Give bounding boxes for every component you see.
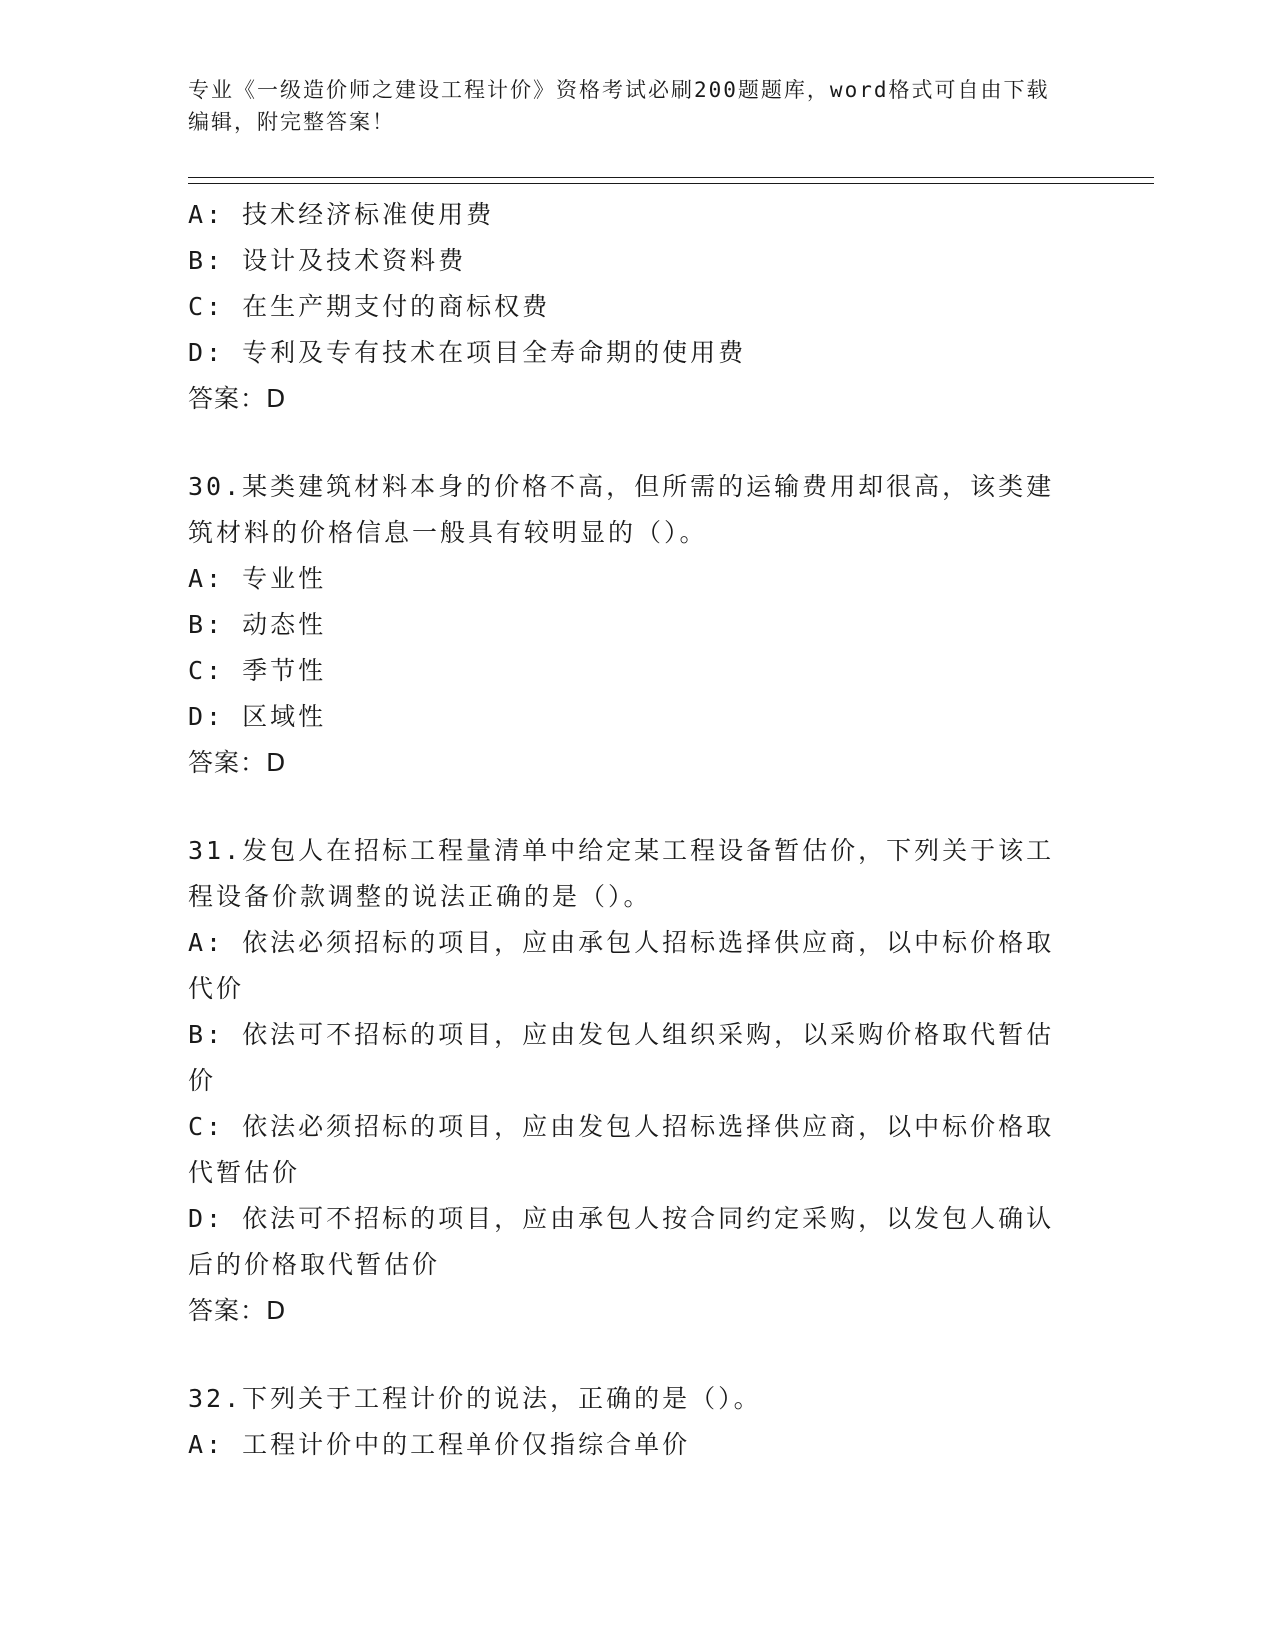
question-32 — [188, 1376, 1068, 1468]
header-divider-top — [188, 177, 1154, 178]
option-c: C: 季节性 — [188, 656, 327, 685]
option-b: B: 设计及技术资料费 — [188, 246, 467, 275]
option-a: A: 技术经济标准使用费 — [188, 200, 495, 229]
option-b: B: 动态性 — [188, 610, 327, 639]
option-a: A: 工程计价中的工程单价仅指综合单价 — [188, 1430, 691, 1459]
answer-line: 答案：D — [188, 384, 287, 413]
option-a: A: 依法必须招标的项目，应由承包人招标选择供应商，以中标价格取代价 — [188, 928, 1055, 1003]
question-29-options — [188, 192, 1068, 422]
answer-line: 答案：D — [188, 1296, 287, 1325]
question-list — [188, 192, 1068, 1468]
question-30 — [188, 464, 1068, 786]
option-d: D: 区域性 — [188, 702, 327, 731]
document-header: 专业《一级造价师之建设工程计价》资格考试必刷200题题库，word格式可自由下载编辑，附完整答案！ — [188, 78, 1050, 134]
question-stem: 31.发包人在招标工程量清单中给定某工程设备暂估价，下列关于该工程设备价款调整的说法正确的是（）。 — [188, 836, 1055, 911]
header-divider-bottom — [188, 183, 1154, 184]
question-stem: 30.某类建筑材料本身的价格不高，但所需的运输费用却很高，该类建筑材料的价格信息一般具有较明显的（）。 — [188, 472, 1055, 547]
question-stem: 32.下列关于工程计价的说法，正确的是（）。 — [188, 1384, 762, 1413]
answer-line: 答案：D — [188, 748, 287, 777]
option-c: C: 依法必须招标的项目，应由发包人招标选择供应商，以中标价格取代暂估价 — [188, 1112, 1055, 1187]
option-d: D: 依法可不招标的项目，应由承包人按合同约定采购，以发包人确认后的价格取代暂估价 — [188, 1204, 1055, 1279]
question-31 — [188, 828, 1068, 1334]
option-a: A: 专业性 — [188, 564, 327, 593]
option-b: B: 依法可不招标的项目，应由发包人组织采购，以采购价格取代暂估价 — [188, 1020, 1055, 1095]
option-c: C: 在生产期支付的商标权费 — [188, 292, 551, 321]
option-d: D: 专利及专有技术在项目全寿命期的使用费 — [188, 338, 747, 367]
